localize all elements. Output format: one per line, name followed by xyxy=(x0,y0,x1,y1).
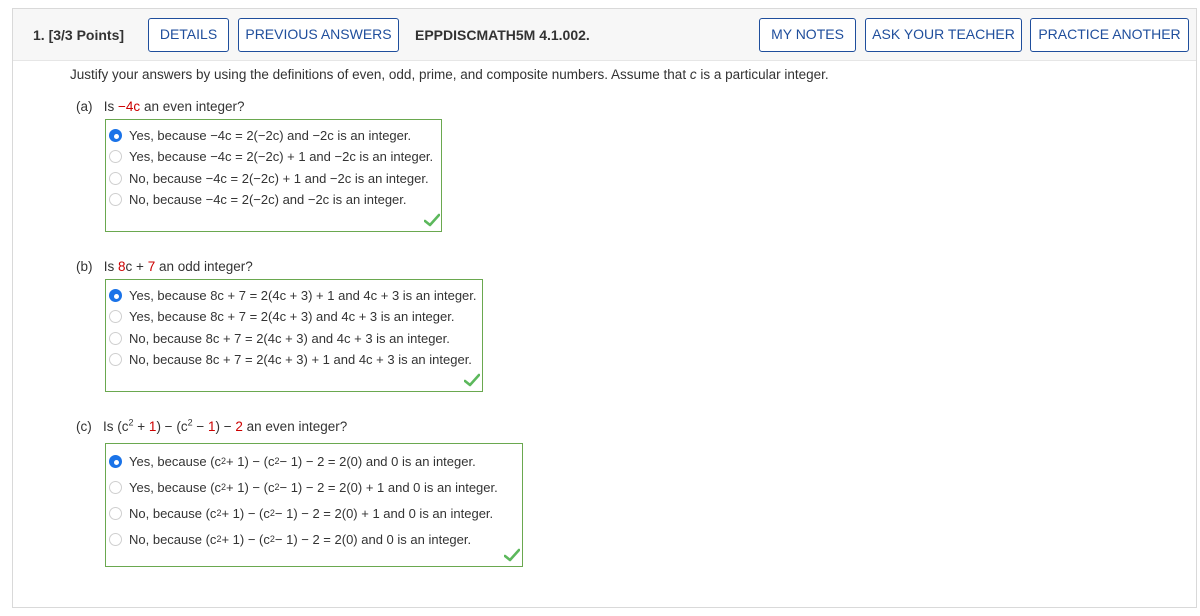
practice-another-button[interactable]: PRACTICE ANOTHER xyxy=(1030,18,1189,52)
option-pre: No, because (c xyxy=(129,505,217,521)
radio-unselected[interactable] xyxy=(109,507,122,520)
assignment-code: EPPDISCMATH5M 4.1.002. xyxy=(415,27,590,43)
details-button[interactable]: DETAILS xyxy=(148,18,229,52)
part-c-q-d: − xyxy=(192,419,208,434)
checkmark-icon xyxy=(504,548,520,562)
part-c-question xyxy=(76,419,347,434)
option-text: No, because −4c = 2(−2c) and −2c is an integer. xyxy=(129,191,407,207)
option-mid: + 1) − (c xyxy=(226,453,275,469)
part-a-option-2[interactable] xyxy=(109,146,433,166)
exponent: 2 xyxy=(128,417,134,428)
part-a-letter: (a) xyxy=(76,99,93,114)
option-text: Yes, because −4c = 2(−2c) + 1 and −2c is an integer. xyxy=(129,148,434,164)
option-pre: No, because (c xyxy=(129,531,217,547)
part-c-q-b: + xyxy=(133,419,149,434)
option-post: − 1) − 2 = 2(0) and 0 is an integer. xyxy=(274,531,472,547)
option-mid: + 1) − (c xyxy=(221,505,270,521)
radio-unselected[interactable] xyxy=(109,332,122,345)
instructions-before: Justify your answers by using the definitions of even, odd, prime, and composite numbers. Assume that xyxy=(70,67,690,82)
part-c-q-a: Is (c xyxy=(103,419,129,434)
part-b-answer-box xyxy=(105,279,483,392)
instructions xyxy=(70,67,829,82)
option-text: No, because 8c + 7 = 2(4c + 3) and 4c + 3 is an integer. xyxy=(129,330,450,346)
radio-unselected[interactable] xyxy=(109,193,122,206)
option-text: No, because 8c + 7 = 2(4c + 3) + 1 and 4c + 3 is an integer. xyxy=(129,351,472,367)
radio-selected[interactable] xyxy=(109,455,122,468)
part-b-option-3[interactable] xyxy=(109,328,450,348)
part-c-q-f: an even integer? xyxy=(242,419,348,434)
part-b-option-1[interactable] xyxy=(109,285,477,305)
radio-unselected[interactable] xyxy=(109,533,122,546)
part-c-option-1[interactable]: Yes, because (c 2 + 1) − (c 2 − 1) − 2 = 2(0) and 0 is an integer. xyxy=(109,451,476,471)
instructions-after: is a particular integer. xyxy=(696,67,829,82)
part-c-q-red-1: 1 xyxy=(148,419,157,434)
question-card xyxy=(12,8,1197,608)
radio-unselected[interactable] xyxy=(109,310,122,323)
option-pre: Yes, because (c xyxy=(129,453,222,469)
part-b-q-post: an odd integer? xyxy=(155,259,253,274)
option-pre: Yes, because (c xyxy=(129,479,222,495)
part-a-option-4[interactable] xyxy=(109,189,407,209)
part-c-q-red-3: 2 xyxy=(235,419,243,434)
option-post: − 1) − 2 = 2(0) + 1 and 0 is an integer. xyxy=(274,505,494,521)
option-text: Yes, because 8c + 7 = 2(4c + 3) + 1 and 4c + 3 is an integer. xyxy=(129,287,477,303)
part-b-q-pre: Is xyxy=(103,259,119,274)
part-c-option-4[interactable]: No, because (c 2 + 1) − (c 2 − 1) − 2 = 2(0) and 0 is an integer. xyxy=(109,529,471,549)
option-text: No, because −4c = 2(−2c) + 1 and −2c is an integer. xyxy=(129,170,429,186)
part-c-option-3[interactable]: No, because (c 2 + 1) − (c 2 − 1) − 2 = 2(0) + 1 and 0 is an integer. xyxy=(109,503,493,523)
part-c-answer-box xyxy=(105,443,523,567)
part-b-q-mid: c + xyxy=(125,259,148,274)
part-a-q-pre: Is xyxy=(103,99,119,114)
option-mid: + 1) − (c xyxy=(221,531,270,547)
radio-unselected[interactable] xyxy=(109,150,122,163)
part-c-q-red-2: 1 xyxy=(207,419,216,434)
exponent: 2 xyxy=(187,417,193,428)
part-a-option-1[interactable] xyxy=(109,125,411,145)
part-a-option-3[interactable] xyxy=(109,168,429,188)
radio-unselected[interactable] xyxy=(109,481,122,494)
previous-answers-button[interactable]: PREVIOUS ANSWERS xyxy=(238,18,399,52)
part-c-q-c: ) − (c xyxy=(156,419,188,434)
part-b-option-2[interactable] xyxy=(109,306,454,326)
part-c-option-2[interactable]: Yes, because (c 2 + 1) − (c 2 − 1) − 2 = 2(0) + 1 and 0 is an integer. xyxy=(109,477,498,497)
part-b-letter: (b) xyxy=(76,259,93,274)
part-b-q-red-2: 7 xyxy=(147,259,156,274)
my-notes-button[interactable]: MY NOTES xyxy=(759,18,856,52)
part-b-option-4[interactable] xyxy=(109,349,472,369)
radio-selected[interactable] xyxy=(109,289,122,302)
part-a-answer-box xyxy=(105,119,442,232)
part-c-q-e: ) − xyxy=(215,419,236,434)
part-a-question xyxy=(76,99,245,114)
part-a-q-red: −4c xyxy=(118,99,141,114)
checkmark-icon xyxy=(464,373,480,387)
part-a-q-post: an even integer? xyxy=(140,99,245,114)
option-post: − 1) − 2 = 2(0) and 0 is an integer. xyxy=(279,453,476,469)
checkmark-icon xyxy=(424,213,440,227)
ask-your-teacher-button[interactable]: ASK YOUR TEACHER xyxy=(865,18,1022,52)
radio-unselected[interactable] xyxy=(109,353,122,366)
part-b-q-red-1: 8 xyxy=(118,259,126,274)
option-text: Yes, because −4c = 2(−2c) and −2c is an integer. xyxy=(129,127,412,143)
radio-unselected[interactable] xyxy=(109,172,122,185)
option-text: Yes, because 8c + 7 = 2(4c + 3) and 4c + 3 is an integer. xyxy=(129,308,455,324)
radio-selected[interactable] xyxy=(109,129,122,142)
question-header xyxy=(13,9,1196,61)
option-post: − 1) − 2 = 2(0) + 1 and 0 is an integer. xyxy=(279,479,498,495)
instructions-var: c xyxy=(689,67,697,82)
part-c-letter: (c) xyxy=(76,419,92,434)
question-number: 1. [3/3 Points] xyxy=(33,27,125,43)
part-b-question xyxy=(76,259,253,274)
option-mid: + 1) − (c xyxy=(226,479,275,495)
